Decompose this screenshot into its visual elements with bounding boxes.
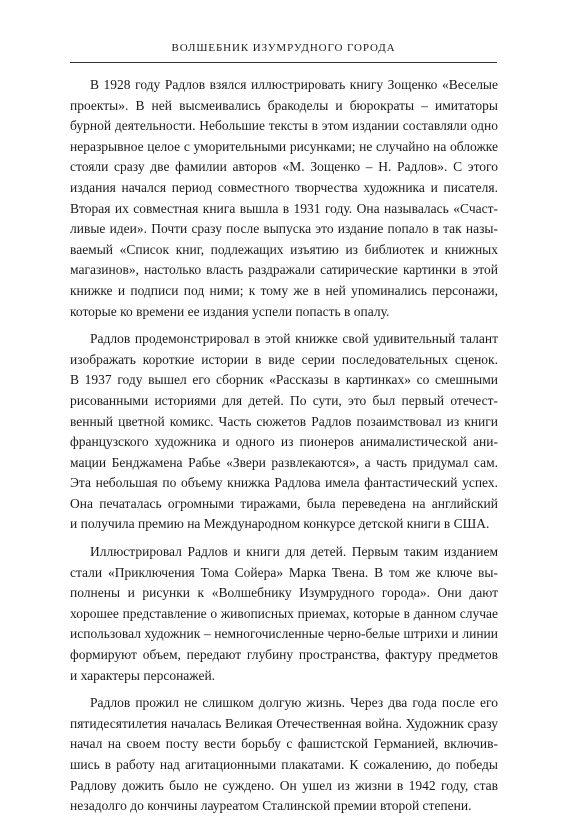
text-line: полнены и рисунки к «Волшебнику Изумрудного города». Они дают [70,585,498,601]
text-line: мации Бенджамена Рабье «Звери развлекаются», а часть придумал сам. [70,454,498,470]
text-line: пятидесятилетия началась Великая Отечественная война. Художник сразу [70,715,498,731]
text-line: стали «Приключения Тома Сойера» Марка Твена. В том же ключе вы- [70,564,498,580]
text-line: рисованными историями для детей. По сути, это был первый отечест- [70,392,498,408]
text-line: бурной деятельности. Небольшие тексты в этом издании составляли одно [70,118,498,134]
text-line: формируют объем, передают глубину пространства, фактуру предметов [70,647,498,663]
text-line: ваемый «Список книг, подлежащих изъятию из библиотек и книжных [70,241,498,257]
text-line: Она печаталась огромными тиражами, была переведена на английский [70,495,498,511]
text-line: венный цветной комикс. Часть сюжетов Радлов позаимствовал из книги [70,413,498,429]
paragraph-4 [70,693,498,817]
text-line: Радлов прожил не слишком долгую жизнь. Через два года после его [90,695,498,711]
text-line: изображать короткие истории в виде серии последовательных сценок. [70,351,498,367]
text-line: стояли сразу две фамилии авторов «М. Зощенко – Н. Радлов». С этого [70,159,498,175]
text-line: шись в работу над агитационными плакатами. К сожалению, до победы [70,757,498,772]
text-line: издания начался период совместного творчества художника и писателя. [70,179,498,195]
text-line: неразрывное целое с уморительными рисунками; не случайно на обложке [70,138,498,154]
text-line: Радлову дожить было не суждено. Он ушел из жизни в 1942 году, став [70,777,498,793]
text-line: использовал художник – немногочисленные черно-белые штрихи и линии [70,626,498,642]
text-line: французского художника и одного из пионеров анималистической ани- [70,434,498,450]
text-line: Эта небольшая по объему книжка Радлова имела фантастический успех. [70,475,498,491]
paragraph-3 [70,542,498,686]
text-line: которые ко времени ее издания успели попасть в опалу. [70,303,390,319]
text-line: незадолго до кончины лауреатом Сталинской премии второй степени. [70,798,472,814]
paragraph-1 [70,75,498,322]
paragraph-2 [70,329,498,535]
text-line: Радлов продемонстрировал в этой книжке свой удивительный талант [90,331,498,347]
text-line: В 1928 году Радлов взялся иллюстрировать книгу Зощенко «Веселые [90,77,498,92]
text-line: книжке и подписи под ними; к тому же в ней упоминались персонажи, [70,282,498,298]
text-line: Вторая их совместная книга вышла в 1931 году. Она называлась «Счаст- [70,200,498,216]
text-line: и получила премию на Международном конкурсе детской книги в США. [70,516,490,532]
text-line: В 1937 году вышел его сборник «Рассказы в картинках» со смешными [70,372,498,388]
text-line: и характеры персонажей. [70,667,216,683]
running-head: ВОЛШЕБНИК ИЗУМРУДНОГО ГОРОДА [171,42,396,54]
text-line: начал на своем посту вести борьбу с фашистской Германией, включив- [70,736,498,752]
text-line: Иллюстрировал Радлов и книги для детей. Первым таким изданием [90,544,498,560]
body-text [70,75,498,824]
text-line: магазинов», настолько власть раздражали сатирические картинки в этой [70,262,498,278]
text-line: проекты». В ней высмеивались бракоделы и бюрократы – имитаторы [70,97,498,113]
text-line: хорошее представление о живописных приемах, которые в данном случае [70,605,498,621]
header-rule [70,62,497,63]
text-line: ливые идеи». Почти сразу после выпуска это издание попало в так назы- [70,221,498,237]
